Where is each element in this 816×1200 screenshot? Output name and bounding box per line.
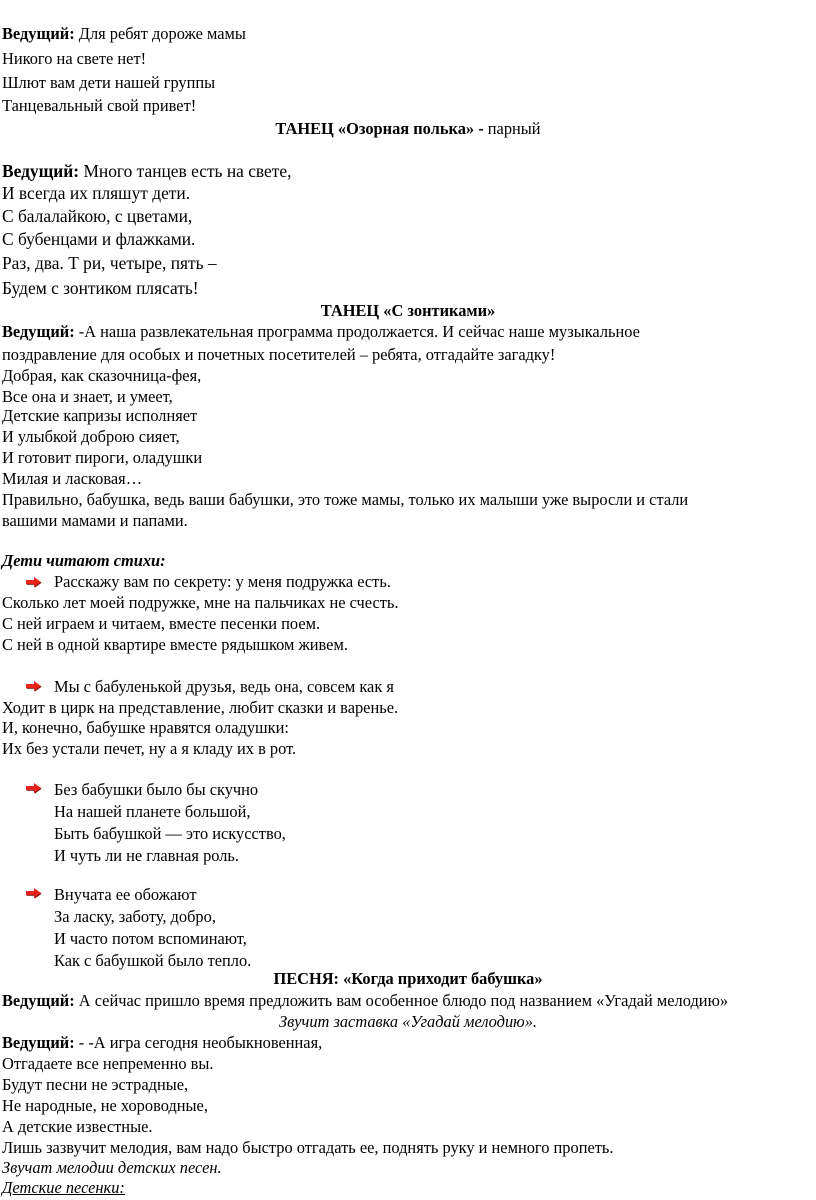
stage-direction: Звучит заставка «Угадай мелодию». [279, 1012, 537, 1031]
host-line: Ведущий: -А наша развлекательная программа продолжается. И сейчас наше музыкальное [2, 322, 640, 341]
host-line: Ведущий: А сейчас пришло время предложить вам особенное блюдо под названием «Угадай мелодию» [2, 991, 729, 1010]
riddle-line: Детские капризы исполняет [2, 406, 198, 425]
text-line: вашими мамами и папами. [2, 511, 188, 530]
riddle-line: Милая и ласковая… [2, 469, 143, 488]
poem-line: Отгадаете все непременно вы. [2, 1054, 214, 1073]
poem-line: Никого на свете нет! [2, 49, 147, 68]
poem-line: И чуть ли не главная роль. [54, 846, 239, 865]
poem-line: Танцевальный свой привет! [2, 96, 197, 115]
section-heading: ТАНЕЦ «С зонтиками» [320, 301, 496, 320]
poem-line: Ходит в цирк на представление, любит сказки и варенье. [2, 698, 399, 717]
poem-line: С ней в одной квартире вместе рядышком живем. [2, 635, 348, 654]
riddle-line: Все она и знает, и умеет, [2, 387, 173, 406]
host-line: Ведущий: - -А игра сегодня необыкновенная, [2, 1033, 323, 1052]
riddle-line: И готовит пироги, оладушки [2, 448, 203, 467]
poem-line: Раз, два. Т ри, четыре, пять – [2, 253, 217, 273]
section-heading: ТАНЕЦ «Озорная полька» - парный [275, 119, 541, 138]
text-line: Лишь зазвучит мелодия, вам надо быстро отгадать ее, поднять руку и немного пропеть. [2, 1138, 614, 1157]
poem-line: С бубенцами и флажками. [2, 229, 196, 249]
poem-line: И часто потом вспоминают, [54, 929, 247, 948]
red-arrow-bullet-icon [25, 680, 42, 692]
section-heading: ПЕСНЯ: «Когда приходит бабушка» [273, 969, 543, 988]
red-arrow-bullet-icon [25, 576, 42, 588]
red-arrow-bullet-icon [25, 782, 42, 794]
poem-line: Сколько лет моей подружке, мне на пальчиках не счесть. [2, 593, 399, 612]
poem-line: С ней играем и читаем, вместе песенки поем. [2, 614, 321, 633]
host-line: Ведущий: Много танцев есть на свете, [2, 161, 292, 181]
poem-line: Будем с зонтиком плясать! [2, 278, 199, 298]
poem-line: Их без устали печет, ну а я кладу их в рот. [2, 739, 297, 758]
poem-line: Не народные, не хороводные, [2, 1096, 208, 1115]
poem-line: Внучата ее обожают [54, 885, 197, 904]
subheading-children-poems: Дети читают стихи: [2, 551, 166, 570]
poem-line: За ласку, заботу, добро, [54, 907, 216, 926]
poem-line: И всегда их пляшут дети. [2, 183, 191, 203]
riddle-line: Добрая, как сказочница-фея, [2, 366, 202, 385]
subheading-children-songs: Детские песенки: [2, 1178, 125, 1197]
poem-line: Без бабушки было бы скучно [54, 780, 259, 799]
host-line: Ведущий: Для ребят дороже мамы [2, 24, 246, 43]
poem-line: На нашей планете большой, [54, 802, 251, 821]
poem-line: Быть бабушкой — это искусство, [54, 824, 286, 843]
poem-line: А детские известные. [2, 1117, 153, 1136]
red-arrow-bullet-icon [25, 887, 42, 899]
riddle-line: И улыбкой доброю сияет, [2, 427, 180, 446]
poem-line: С балалайкою, с цветами, [2, 206, 193, 226]
poem-line: И, конечно, бабушке нравятся оладушки: [2, 718, 289, 737]
text-line: Правильно, бабушка, ведь ваши бабушки, это тоже мамы, только их малыши уже выросли и стали [2, 490, 689, 509]
stage-direction: Звучат мелодии детских песен. [2, 1158, 222, 1177]
poem-line: Расскажу вам по секрету: у меня подружка есть. [54, 572, 391, 591]
poem-line: Будут песни не эстрадные, [2, 1075, 189, 1094]
poem-line: Как с бабушкой было тепло. [54, 951, 252, 970]
poem-line: Мы с бабуленькой друзья, ведь она, совсем как я [54, 677, 394, 696]
text-line: поздравление для особых и почетных посетителей – ребята, отгадайте загадку! [2, 345, 556, 364]
poem-line: Шлют вам дети нашей группы [2, 73, 216, 92]
